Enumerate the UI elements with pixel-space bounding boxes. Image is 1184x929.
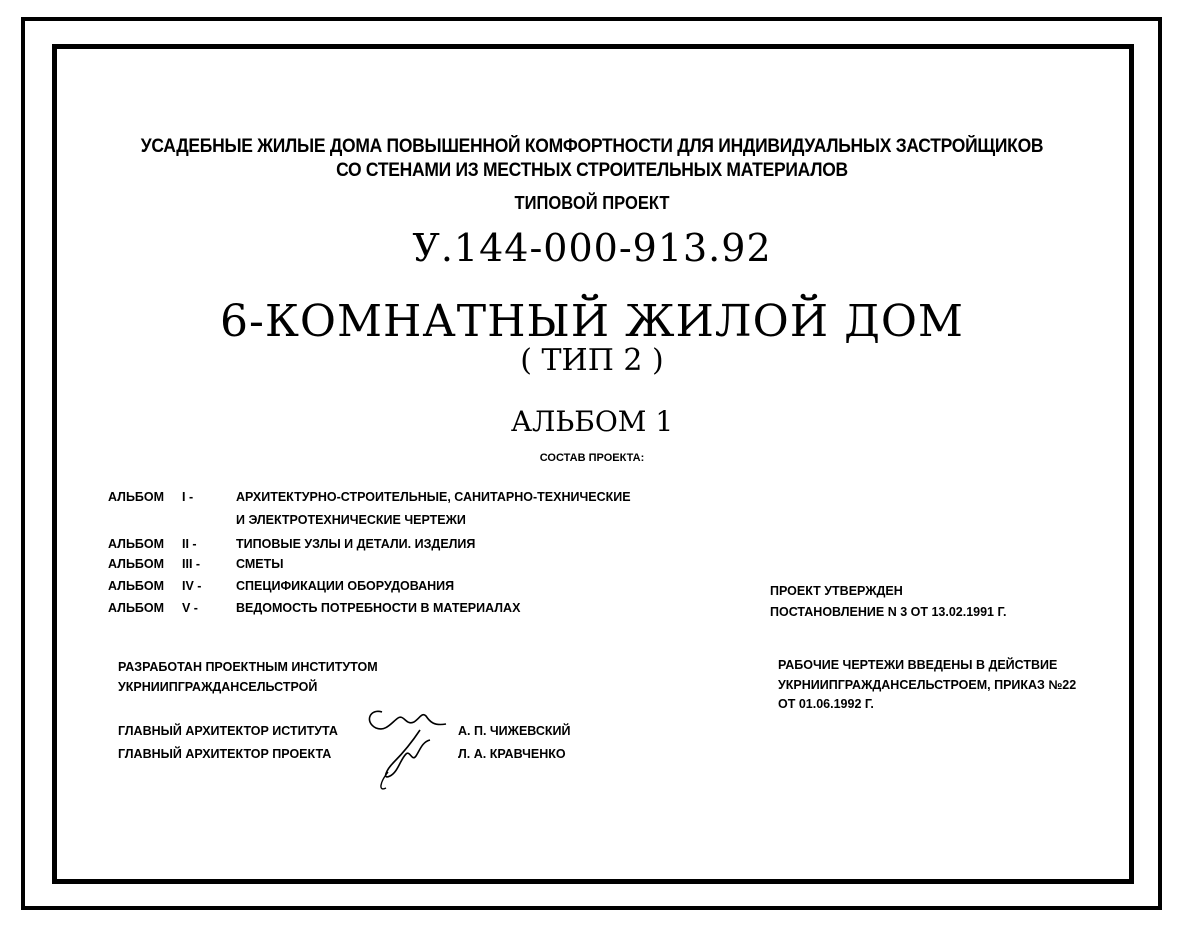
enactment-line-1: РАБОЧИЕ ЧЕРТЕЖИ ВВЕДЕНЫ В ДЕЙСТВИЕ xyxy=(778,658,1058,672)
album-description: СПЕЦИФИКАЦИИ ОБОРУДОВАНИЯ xyxy=(236,579,455,593)
album-label: АЛЬБОМ xyxy=(108,579,165,593)
document-title: 6-КОМНАТНЫЙ ЖИЛОЙ ДОМ xyxy=(220,296,964,347)
project-code: У.144-000-913.92 xyxy=(412,226,772,270)
album-label: АЛЬБОМ xyxy=(108,490,165,504)
album-description: ТИПОВЫЕ УЗЛЫ И ДЕТАЛИ. ИЗДЕЛИЯ xyxy=(236,537,476,551)
album-number: II - xyxy=(182,537,197,551)
album-description: ВЕДОМОСТЬ ПОТРЕБНОСТИ В МАТЕРИАЛАХ xyxy=(236,601,521,615)
album-number: III - xyxy=(182,557,201,571)
album-label: АЛЬБОМ xyxy=(108,601,165,615)
album-number: I - xyxy=(182,490,194,504)
album-title: АЛЬБОМ 1 xyxy=(510,405,674,438)
album-description: АРХИТЕКТУРНО-СТРОИТЕЛЬНЫЕ, САНИТАРНО-ТЕХНИЧЕСКИЕ xyxy=(236,490,631,504)
signature-role: ГЛАВНЫЙ АРХИТЕКТОР ПРОЕКТА xyxy=(118,747,332,761)
album-number: V - xyxy=(182,601,198,615)
album-description: СМЕТЫ xyxy=(236,557,284,571)
composition-label: СОСТАВ ПРОЕКТА: xyxy=(539,452,645,464)
header-line-2: СО СТЕНАМИ ИЗ МЕСТНЫХ СТРОИТЕЛЬНЫХ МАТЕРИАЛОВ xyxy=(336,160,848,181)
signature-role: ГЛАВНЫЙ АРХИТЕКТОР ИСТИТУТА xyxy=(118,724,338,738)
handwritten-signature xyxy=(360,700,460,800)
approval-line-1: ПРОЕКТ УТВЕРЖДЕН xyxy=(770,584,903,598)
enactment-line-3: ОТ 01.06.1992 Г. xyxy=(778,697,874,711)
signature-name: Л. А. КРАВЧЕНКО xyxy=(458,747,566,761)
album-number: IV - xyxy=(182,579,202,593)
enactment-line-2: УКРНИИПГРАЖДАНСЕЛЬСТРОЕМ, ПРИКАЗ №22 xyxy=(778,678,1077,692)
developer-line-1: РАЗРАБОТАН ПРОЕКТНЫМ ИНСТИТУТОМ xyxy=(118,660,378,674)
signature-name: А. П. ЧИЖЕВСКИЙ xyxy=(458,724,571,738)
project-type: ТИПОВОЙ ПРОЕКТ xyxy=(514,193,670,213)
house-type: ( ТИП 2 ) xyxy=(520,343,664,378)
album-label: АЛЬБОМ xyxy=(108,537,165,551)
album-label: АЛЬБОМ xyxy=(108,557,165,571)
developer-line-2: УКРНИИПГРАЖДАНСЕЛЬСТРОЙ xyxy=(118,680,318,694)
approval-line-2: ПОСТАНОВЛЕНИЕ N 3 ОТ 13.02.1991 Г. xyxy=(770,605,1007,619)
album-description: И ЭЛЕКТРОТЕХНИЧЕСКИЕ ЧЕРТЕЖИ xyxy=(236,513,466,527)
header-line-1: УСАДЕБНЫЕ ЖИЛЫЕ ДОМА ПОВЫШЕННОЙ КОМФОРТНОСТИ ДЛЯ ИНДИВИДУАЛЬНЫХ ЗАСТРОЙЩИКОВ xyxy=(140,136,1044,157)
